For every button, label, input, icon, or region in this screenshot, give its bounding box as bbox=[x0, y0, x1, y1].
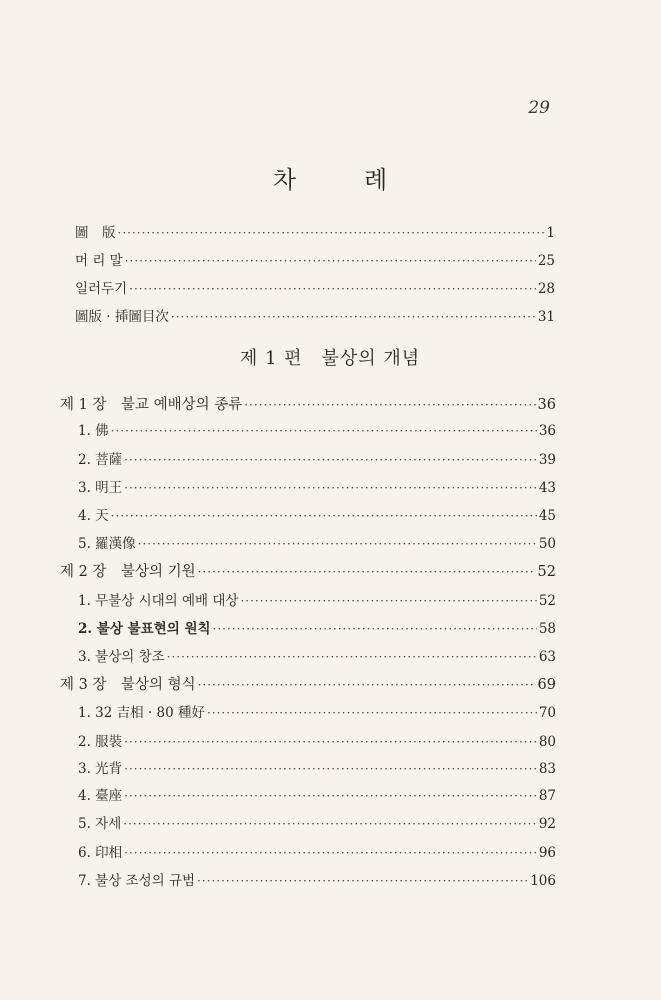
toc-section[interactable] bbox=[0, 811, 556, 837]
section-label: 1. 무불상 시대의 예배 대상 bbox=[78, 593, 239, 609]
toc-section[interactable] bbox=[0, 447, 556, 473]
toc-entry-label: 圖版 · 揷圖目次 bbox=[75, 309, 169, 325]
toc-section[interactable] bbox=[0, 756, 556, 782]
dot-leader bbox=[198, 559, 536, 585]
dot-leader bbox=[124, 840, 537, 866]
dot-leader bbox=[129, 276, 536, 302]
section-label: 4. 天 bbox=[78, 508, 109, 524]
toc-entry-figure-list[interactable] bbox=[0, 304, 555, 330]
section-label: 5. 羅漢像 bbox=[78, 536, 136, 552]
toc-section[interactable] bbox=[0, 700, 556, 726]
toc-section[interactable] bbox=[0, 840, 556, 866]
section-page: 63 bbox=[538, 649, 556, 665]
section-page: 70 bbox=[538, 705, 556, 721]
dot-leader bbox=[124, 756, 537, 782]
chapter-page: 36 bbox=[537, 397, 556, 413]
dot-leader bbox=[124, 729, 537, 755]
chapter-label: 제 3 장 불상의 형식 bbox=[60, 677, 196, 693]
dot-leader bbox=[124, 447, 537, 473]
toc-section[interactable] bbox=[0, 475, 556, 501]
dot-leader bbox=[111, 418, 537, 444]
dot-leader bbox=[123, 811, 537, 837]
section-label: 3. 불상의 창조 bbox=[78, 649, 165, 665]
section-page: 83 bbox=[538, 761, 556, 777]
toc-chapter-1[interactable] bbox=[0, 392, 556, 418]
toc-section[interactable] bbox=[0, 783, 556, 809]
chapter-page: 69 bbox=[537, 677, 556, 693]
section-label: 5. 자세 bbox=[78, 816, 122, 832]
toc-section[interactable] bbox=[0, 588, 556, 614]
dot-leader bbox=[244, 392, 535, 418]
page-number: 29 bbox=[528, 98, 550, 118]
toc-title bbox=[200, 160, 460, 195]
section-label: 2. 服裝 bbox=[78, 734, 123, 750]
section-label: 3. 光背 bbox=[78, 761, 123, 777]
toc-section[interactable] bbox=[0, 644, 556, 670]
section-label: 1. 佛 bbox=[78, 423, 109, 439]
dot-leader bbox=[111, 503, 537, 529]
section-label: 6. 印相 bbox=[78, 845, 123, 861]
section-label: 3. 明王 bbox=[78, 480, 123, 496]
toc-entry-preface[interactable] bbox=[0, 248, 555, 274]
dot-leader bbox=[124, 475, 537, 501]
dot-leader bbox=[197, 868, 528, 894]
dot-leader bbox=[118, 220, 545, 246]
section-page: 80 bbox=[538, 734, 556, 750]
toc-chapter-3[interactable] bbox=[0, 672, 556, 698]
section-label: 1. 32 吉相 · 80 種好 bbox=[78, 705, 205, 721]
toc-chapter-2[interactable] bbox=[0, 559, 556, 585]
dot-leader bbox=[167, 644, 537, 670]
toc-section[interactable] bbox=[0, 418, 556, 444]
dot-leader bbox=[207, 700, 537, 726]
toc-entry-page: 31 bbox=[537, 309, 555, 325]
toc-entry-label: 일러두기 bbox=[75, 281, 128, 297]
chapter-label: 제 2 장 불상의 기원 bbox=[60, 564, 196, 580]
section-label: 2. 불상 불표현의 원칙 bbox=[78, 621, 211, 637]
toc-title-char-1: 차 bbox=[272, 166, 296, 194]
dot-leader bbox=[125, 248, 536, 274]
dot-leader bbox=[240, 588, 536, 614]
toc-section[interactable] bbox=[0, 531, 556, 557]
toc-entry-label: 圖 版 bbox=[75, 225, 116, 241]
dot-leader bbox=[124, 783, 537, 809]
section-page: 36 bbox=[538, 423, 556, 439]
toc-entry-notes[interactable] bbox=[0, 276, 555, 302]
section-page: 58 bbox=[538, 621, 556, 637]
part-heading: 제 1 편 불상의 개념 bbox=[239, 348, 421, 369]
dot-leader bbox=[171, 304, 536, 330]
chapter-label: 제 1 장 불교 예배상의 종류 bbox=[60, 397, 243, 413]
toc-section[interactable] bbox=[0, 616, 556, 642]
toc-entry-label: 머 리 말 bbox=[75, 253, 123, 269]
toc-entry-plates[interactable] bbox=[0, 220, 555, 246]
toc-section[interactable] bbox=[0, 503, 556, 529]
section-page: 39 bbox=[538, 452, 556, 468]
toc-entry-page: 28 bbox=[537, 281, 555, 297]
section-label: 7. 불상 조성의 규범 bbox=[78, 873, 196, 889]
section-label: 2. 菩薩 bbox=[78, 452, 123, 468]
toc-section[interactable] bbox=[0, 729, 556, 755]
dot-leader bbox=[198, 672, 536, 698]
section-page: 87 bbox=[538, 788, 556, 804]
section-page: 92 bbox=[538, 816, 556, 832]
section-page: 96 bbox=[538, 845, 556, 861]
toc-title-char-2: 례 bbox=[364, 166, 388, 194]
chapter-page: 52 bbox=[537, 564, 556, 580]
toc-entry-page: 25 bbox=[537, 253, 555, 269]
section-page: 45 bbox=[538, 508, 556, 524]
section-page: 52 bbox=[538, 593, 556, 609]
section-page: 106 bbox=[530, 873, 556, 889]
section-page: 50 bbox=[538, 536, 556, 552]
section-label: 4. 臺座 bbox=[78, 788, 123, 804]
dot-leader bbox=[213, 616, 537, 642]
section-page: 43 bbox=[538, 480, 556, 496]
toc-section[interactable] bbox=[0, 868, 556, 894]
toc-entry-page: 1 bbox=[546, 225, 555, 241]
dot-leader bbox=[138, 531, 537, 557]
